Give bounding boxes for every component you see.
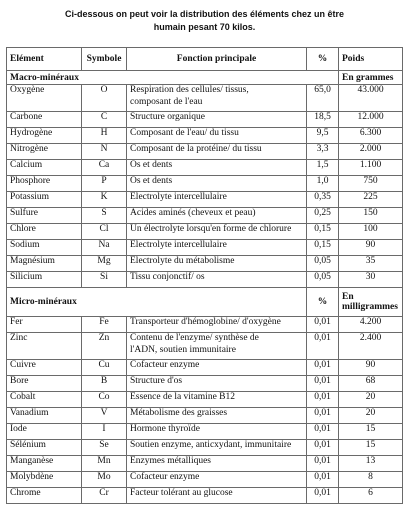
table-header-row (7, 48, 403, 71)
element-function (127, 160, 307, 176)
element-symbol: Ca (82, 160, 127, 176)
table-row (7, 160, 403, 176)
element-name: Bore (7, 376, 82, 392)
function-line-1: Electrolyte intercellulaire (130, 240, 227, 250)
element-percent: 0,05 (307, 256, 339, 272)
element-symbol: Fe (82, 317, 127, 333)
element-name: Chrome (7, 488, 82, 504)
element-symbol: Se (82, 440, 127, 456)
function-line-1: Soutien enzyme, anticxydant, immunitaire (130, 440, 292, 450)
element-percent: 1,0 (307, 176, 339, 192)
element-symbol: Zn (82, 333, 127, 360)
element-name: Hydrogène (7, 128, 82, 144)
element-function (127, 85, 307, 112)
element-weight: 15 (339, 424, 403, 440)
element-name: Chlore (7, 224, 82, 240)
element-symbol: Na (82, 240, 127, 256)
element-function (127, 376, 307, 392)
table-row (7, 224, 403, 240)
element-function (127, 488, 307, 504)
element-symbol: O (82, 85, 127, 112)
element-weight: 6 (339, 488, 403, 504)
element-percent: 0,15 (307, 224, 339, 240)
element-percent: 0,01 (307, 472, 339, 488)
header-pct: % (307, 48, 339, 71)
element-symbol: Cu (82, 360, 127, 376)
element-percent: 0,35 (307, 192, 339, 208)
header-fonction: Fonction principale (127, 48, 307, 71)
table-row (7, 424, 403, 440)
element-weight: 20 (339, 408, 403, 424)
element-function (127, 192, 307, 208)
element-function (127, 360, 307, 376)
element-name: Silicium (7, 272, 82, 288)
elements-table (6, 47, 403, 504)
table-row (7, 440, 403, 456)
function-line-1: Respiration des cellules/ tissus, (130, 85, 249, 95)
micro-unit-line-2: milligrammes (342, 302, 398, 312)
element-name: Cuivre (7, 360, 82, 376)
table-row (7, 317, 403, 333)
table-row (7, 112, 403, 128)
header-element: Elément (7, 48, 82, 71)
function-line-1: Structure d'os (130, 376, 183, 386)
function-line-2: l'ADN, soutien immunitaire (130, 344, 236, 355)
element-name: Cobalt (7, 392, 82, 408)
element-symbol: C (82, 112, 127, 128)
function-line-1: Facteur tolérant au glucose (130, 488, 233, 498)
macro-title: Macro-minéraux (7, 71, 339, 85)
element-percent: 65,0 (307, 85, 339, 112)
micro-unit-line-1: En (342, 292, 354, 302)
function-line-1: Cofacteur enzyme (130, 360, 200, 370)
element-weight: 4.200 (339, 317, 403, 333)
function-line-1: Contenu de l'enzyme/ synthèse de (130, 333, 259, 343)
element-name: Manganèse (7, 456, 82, 472)
element-function (127, 472, 307, 488)
function-line-1: Cofacteur enzyme (130, 472, 200, 482)
element-weight: 30 (339, 272, 403, 288)
element-name: Iode (7, 424, 82, 440)
micro-section-header (7, 288, 403, 317)
element-weight: 90 (339, 360, 403, 376)
element-function (127, 440, 307, 456)
element-weight: 8 (339, 472, 403, 488)
function-line-1: Transporteur d'hémoglobine/ d'oxygène (130, 317, 281, 327)
element-weight: 1.100 (339, 160, 403, 176)
element-function (127, 456, 307, 472)
element-symbol: Co (82, 392, 127, 408)
element-symbol: H (82, 128, 127, 144)
function-line-2: composant de l'eau (130, 96, 203, 107)
element-percent: 0,01 (307, 317, 339, 333)
element-percent: 0,01 (307, 376, 339, 392)
function-line-1: Enzymes métalliques (130, 456, 211, 466)
element-weight: 2.400 (339, 333, 403, 360)
table-row (7, 392, 403, 408)
element-weight: 225 (339, 192, 403, 208)
element-symbol: S (82, 208, 127, 224)
element-function (127, 408, 307, 424)
element-weight: 150 (339, 208, 403, 224)
function-line-1: Essence de la vitamine B12 (130, 392, 235, 402)
element-function (127, 128, 307, 144)
element-symbol: N (82, 144, 127, 160)
element-name: Sodium (7, 240, 82, 256)
element-function (127, 256, 307, 272)
element-name: Zinc (7, 333, 82, 360)
element-percent: 3,3 (307, 144, 339, 160)
micro-unit (339, 288, 403, 317)
element-name: Carbone (7, 112, 82, 128)
table-row (7, 272, 403, 288)
element-symbol: Mg (82, 256, 127, 272)
element-percent: 0,01 (307, 392, 339, 408)
element-symbol: K (82, 192, 127, 208)
header-symbole: Symbole (82, 48, 127, 71)
element-percent: 0,01 (307, 440, 339, 456)
element-weight: 15 (339, 440, 403, 456)
element-symbol: Mn (82, 456, 127, 472)
function-line-1: Tissu conjonctif/ os (130, 272, 205, 282)
element-symbol: Si (82, 272, 127, 288)
element-weight: 12.000 (339, 112, 403, 128)
element-weight: 43.000 (339, 85, 403, 112)
function-line-1: Electrolyte intercellulaire (130, 192, 227, 202)
table-row (7, 176, 403, 192)
header-poids: Poids (339, 48, 403, 71)
element-function (127, 272, 307, 288)
function-line-1: Composant de l'eau/ du tissu (130, 128, 239, 138)
element-percent: 0,01 (307, 456, 339, 472)
element-weight: 6.300 (339, 128, 403, 144)
intro-text (0, 8, 409, 34)
element-symbol: P (82, 176, 127, 192)
element-name: Calcium (7, 160, 82, 176)
element-weight: 35 (339, 256, 403, 272)
element-symbol: Cr (82, 488, 127, 504)
element-name: Potassium (7, 192, 82, 208)
element-symbol: B (82, 376, 127, 392)
element-name: Molybdène (7, 472, 82, 488)
table-row (7, 256, 403, 272)
macro-unit: En grammes (339, 71, 403, 85)
function-line-1: Un électrolyte lorsqu'en forme de chlorure (130, 224, 292, 234)
table-row (7, 360, 403, 376)
function-line-1: Composant de la protéine/ du tissu (130, 144, 262, 154)
element-weight: 20 (339, 392, 403, 408)
element-name: Oxygène (7, 85, 82, 112)
element-percent: 0,01 (307, 488, 339, 504)
table-row (7, 192, 403, 208)
table-row (7, 333, 403, 360)
table-row (7, 488, 403, 504)
element-name: Sulfure (7, 208, 82, 224)
element-percent: 0,01 (307, 408, 339, 424)
element-percent: 0,25 (307, 208, 339, 224)
element-percent: 0,01 (307, 360, 339, 376)
element-function (127, 392, 307, 408)
element-symbol: Mo (82, 472, 127, 488)
element-function (127, 333, 307, 360)
table-row (7, 472, 403, 488)
macro-section (7, 71, 403, 288)
element-name: Fer (7, 317, 82, 333)
element-percent: 1,5 (307, 160, 339, 176)
table-row (7, 240, 403, 256)
function-line-1: Acides aminés (cheveux et peau) (130, 208, 256, 218)
function-line-1: Hormone thyroïde (130, 424, 200, 434)
function-line-1: Electrolyte du métabolisme (130, 256, 235, 266)
intro-line-1: Ci-dessous on peut voir la distribution des éléments chez un être (64, 9, 345, 19)
element-function (127, 176, 307, 192)
table-row (7, 144, 403, 160)
element-name: Nitrogène (7, 144, 82, 160)
micro-pct-header: % (307, 288, 339, 317)
element-function (127, 424, 307, 440)
element-weight: 68 (339, 376, 403, 392)
element-percent: 0,01 (307, 333, 339, 360)
element-symbol: V (82, 408, 127, 424)
element-name: Magnésium (7, 256, 82, 272)
element-percent: 9,5 (307, 128, 339, 144)
element-percent: 0,15 (307, 240, 339, 256)
table-row (7, 456, 403, 472)
table-row (7, 408, 403, 424)
element-symbol: Cl (82, 224, 127, 240)
element-weight: 2.000 (339, 144, 403, 160)
macro-section-header (7, 71, 403, 85)
element-weight: 90 (339, 240, 403, 256)
intro-line-2: humain pesant 70 kilos. (153, 22, 256, 32)
micro-title: Micro-minéraux (7, 288, 307, 317)
table-row (7, 85, 403, 112)
table-row (7, 128, 403, 144)
element-weight: 100 (339, 224, 403, 240)
function-line-1: Structure organique (130, 112, 206, 122)
element-name: Phosphore (7, 176, 82, 192)
element-weight: 750 (339, 176, 403, 192)
element-function (127, 240, 307, 256)
element-percent: 0,05 (307, 272, 339, 288)
element-name: Sélénium (7, 440, 82, 456)
function-line-1: Os et dents (130, 176, 173, 186)
element-function (127, 224, 307, 240)
element-symbol: I (82, 424, 127, 440)
element-percent: 18,5 (307, 112, 339, 128)
element-function (127, 112, 307, 128)
element-name: Vanadium (7, 408, 82, 424)
table-row (7, 208, 403, 224)
element-function (127, 317, 307, 333)
table-row (7, 376, 403, 392)
micro-section (7, 288, 403, 504)
element-function (127, 144, 307, 160)
element-function (127, 208, 307, 224)
function-line-1: Métabolisme des graisses (130, 408, 228, 418)
element-weight: 13 (339, 456, 403, 472)
element-percent: 0,01 (307, 424, 339, 440)
function-line-1: Os et dents (130, 160, 173, 170)
